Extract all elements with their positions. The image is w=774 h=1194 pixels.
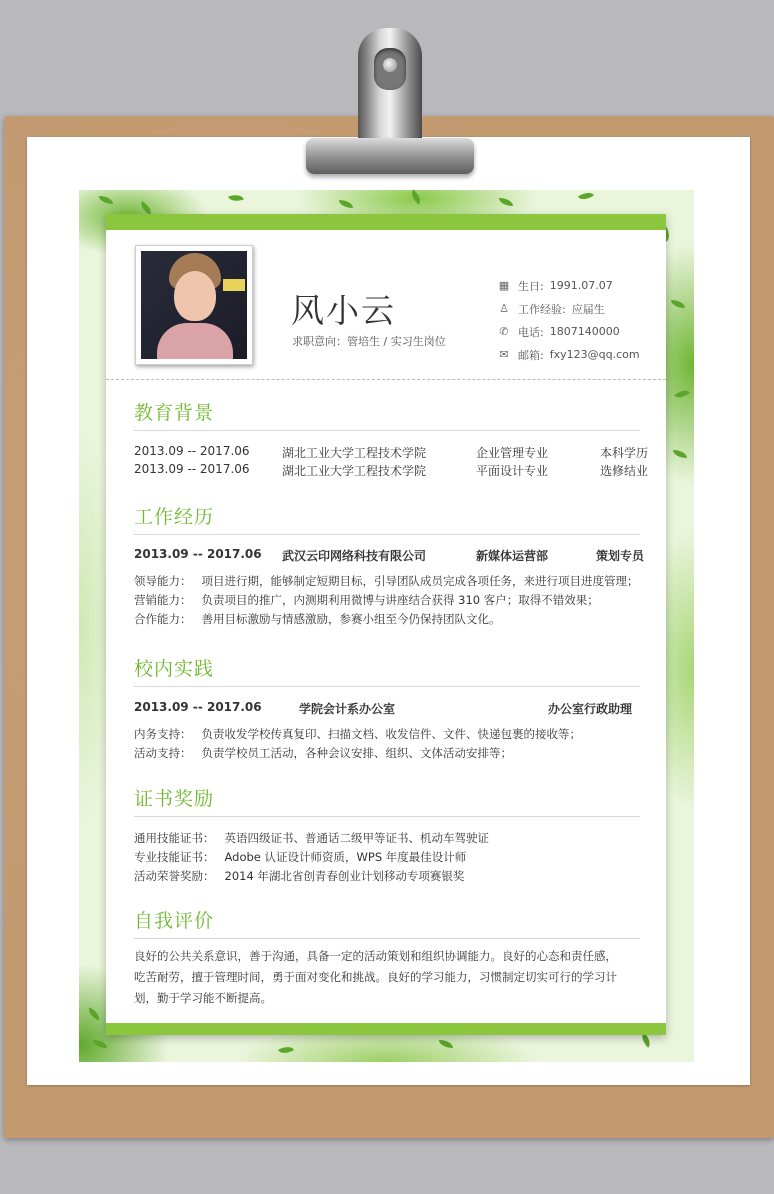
contact-email — [498, 343, 640, 366]
leaf-icon — [674, 386, 690, 401]
binder-clip-rivet — [383, 58, 397, 72]
contact-value: 应届生 — [571, 302, 605, 316]
contact-value: 1991.07.07 — [549, 279, 613, 292]
contact-value: 1807140000 — [549, 325, 620, 338]
work-item — [134, 573, 639, 589]
leaf-icon — [439, 1040, 453, 1048]
leaf-icon — [671, 300, 685, 308]
item-label: 领导能力： — [134, 574, 192, 588]
leaf-icon — [93, 1040, 107, 1048]
work-header-row — [134, 547, 646, 565]
section-title-certs: 证书奖励 — [134, 788, 215, 810]
edu-date: 2013.09 -- 2017.06 — [134, 462, 250, 476]
leaf-icon — [578, 189, 594, 204]
item-text: 项目进行期，能够制定短期目标，引导团队成员完成各项任务，来进行项目进度管理； — [201, 574, 639, 588]
contact-experience — [498, 297, 640, 320]
section-title-work: 工作经历 — [134, 506, 215, 528]
contact-birthday — [498, 274, 640, 297]
contact-label: 邮箱: — [518, 348, 544, 362]
candidate-name: 风小云 — [291, 291, 396, 330]
section-rule — [134, 430, 640, 431]
calendar-icon: ▦ — [498, 278, 510, 292]
section-rule — [134, 534, 640, 535]
section-rule — [134, 686, 640, 687]
contact-value: fxy123@qq.com — [549, 348, 640, 361]
item-text: 英语四级证书、普通话二级甲等证书、机动车驾驶证 — [224, 831, 489, 845]
edu-degree: 选修结业 — [600, 464, 649, 478]
contact-label: 生日: — [518, 279, 544, 293]
item-text: 负责学校员工活动，各种会议安排、组织、文体活动安排等； — [201, 746, 512, 760]
education-row — [134, 444, 649, 462]
leaf-icon — [278, 1043, 294, 1057]
header-divider — [106, 379, 666, 380]
work-company: 武汉云印网络科技有限公司 — [282, 549, 427, 563]
avatar — [135, 245, 253, 365]
campus-header-row — [134, 700, 646, 718]
leaf-icon — [499, 198, 513, 206]
leaf-icon — [673, 450, 687, 458]
leaf-icon — [339, 200, 353, 208]
item-label: 内务支持： — [134, 727, 192, 741]
cert-item — [134, 849, 466, 865]
work-dept: 新媒体运营部 — [476, 549, 549, 563]
profile-photo — [141, 251, 247, 359]
phone-icon: ✆ — [499, 324, 509, 338]
section-rule — [134, 938, 640, 939]
section-rule — [134, 816, 640, 817]
item-label: 活动支持： — [134, 746, 192, 760]
work-item — [134, 611, 501, 627]
item-label: 通用技能证书： — [134, 831, 215, 845]
item-label: 营销能力： — [134, 593, 192, 607]
edu-major: 企业管理专业 — [476, 446, 549, 460]
section-title-education: 教育背景 — [134, 402, 215, 424]
edu-date: 2013.09 -- 2017.06 — [134, 444, 250, 458]
item-text: 负责收发学校传真复印、扫描文档、收发信件、文件、快递包裹的接收等； — [201, 727, 581, 741]
work-item — [134, 592, 599, 608]
item-text: Adobe 认证设计师资质，WPS 年度最佳设计师 — [224, 850, 467, 864]
binder-clip-base — [306, 138, 474, 174]
education-row — [134, 462, 649, 480]
edu-degree: 本科学历 — [600, 446, 649, 460]
work-role: 策划专员 — [596, 549, 645, 563]
work-date: 2013.09 -- 2017.06 — [134, 547, 262, 561]
leaf-icon — [408, 189, 424, 204]
section-title-self: 自我评价 — [134, 910, 215, 932]
campus-role: 办公室行政助理 — [548, 702, 633, 716]
person-icon: ♙ — [499, 301, 509, 315]
item-label: 合作能力： — [134, 612, 192, 626]
contact-label: 电话: — [518, 325, 544, 339]
job-intent: 求职意向：管培生 / 实习生岗位 — [292, 335, 446, 348]
leaf-icon — [138, 201, 154, 215]
resume-card — [106, 214, 666, 1035]
campus-org: 学院会计系办公室 — [299, 702, 396, 716]
item-text: 2014 年湖北省创青春创业计划移动专项赛银奖 — [224, 869, 465, 883]
cert-item — [134, 830, 489, 846]
contact-label: 工作经验: — [518, 302, 566, 316]
item-text: 善用目标激励与情感激励，参赛小组至今仍保持团队文化。 — [201, 612, 501, 626]
campus-date: 2013.09 -- 2017.06 — [134, 700, 262, 714]
campus-item — [134, 745, 512, 761]
edu-school: 湖北工业大学工程技术学院 — [282, 446, 427, 460]
cert-item — [134, 868, 464, 884]
contact-phone — [498, 320, 640, 343]
edu-major: 平面设计专业 — [476, 464, 549, 478]
self-evaluation: 良好的公共关系意识，善于沟通，具备一定的活动策划和组织协调能力。良好的心态和责任感，吃苦耐劳，擅于管理时间，勇于面对变化和挑战。良好的学习能力，习惯制定切实可行的学习计划，勤于学习能不断提高。 — [134, 949, 617, 1005]
mail-icon: ✉ — [499, 347, 509, 361]
leaf-icon — [86, 1007, 102, 1020]
edu-school: 湖北工业大学工程技术学院 — [282, 464, 427, 478]
leaf-icon — [228, 192, 244, 204]
item-label: 专业技能证书： — [134, 850, 215, 864]
contact-info — [498, 274, 640, 366]
item-label: 活动荣誉奖励： — [134, 869, 215, 883]
section-title-campus: 校内实践 — [134, 658, 215, 680]
campus-item — [134, 726, 581, 742]
leaf-icon — [99, 196, 113, 204]
item-text: 负责项目的推广，内测期利用微博与讲座结合获得 310 客户；取得不错效果； — [201, 593, 599, 607]
